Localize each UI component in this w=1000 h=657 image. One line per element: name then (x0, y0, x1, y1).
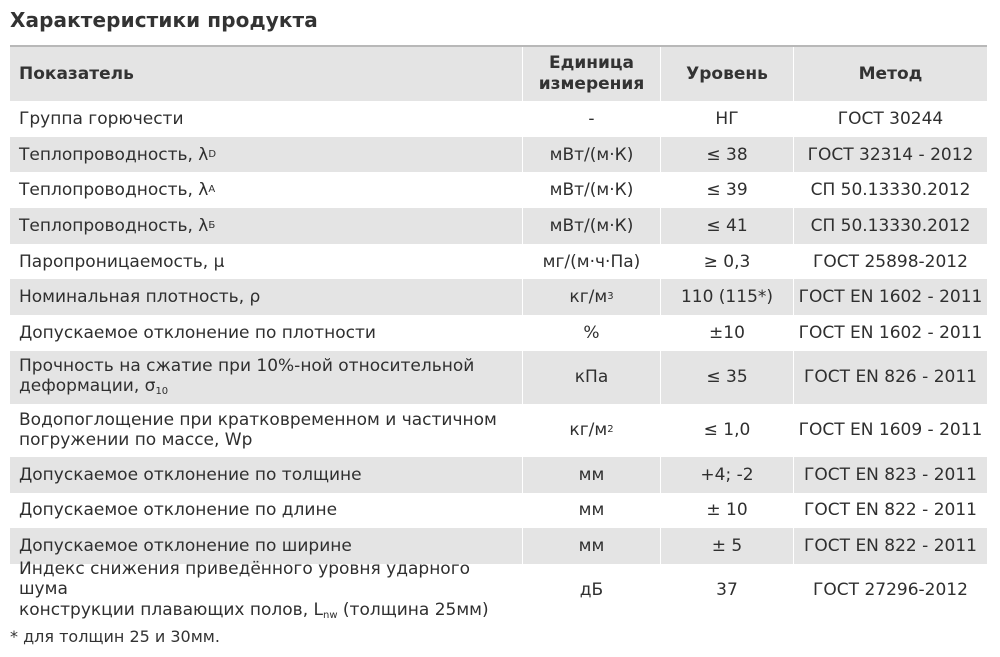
row-name (10, 172, 522, 208)
row-name (10, 404, 522, 457)
header-unit-line2: измерения (538, 74, 645, 94)
row-method: ГОСТ EN 1609 - 2011 (793, 404, 987, 457)
row-name-subscript: 10 (155, 386, 169, 398)
row-unit: мм (522, 457, 660, 493)
row-name-subscript: Б (208, 220, 216, 231)
row-name: Номинальная плотность, ρ (19, 287, 261, 308)
row-name-text: Теплопроводность, λ (19, 180, 209, 201)
footnote: * для толщин 25 и 30мм. (10, 627, 220, 646)
row-level: НГ (660, 101, 793, 137)
row-name: Допускаемое отклонение по ширине (19, 536, 352, 556)
row-method: ГОСТ EN 826 - 2011 (793, 351, 987, 404)
row-level: ≤ 38 (660, 137, 793, 173)
row-level: ≤ 41 (660, 208, 793, 244)
row-unit: мм (522, 528, 660, 564)
row-name-subscript: nw (322, 609, 338, 621)
characteristics-table (10, 45, 987, 621)
row-name-line1: Прочность на сжатие при 10%-ной относительной (19, 356, 475, 377)
row-method: ГОСТ EN 823 - 2011 (793, 457, 987, 493)
row-name-text: Теплопроводность, λ (19, 215, 209, 236)
row-level: ≤ 1,0 (660, 404, 793, 457)
table-row (10, 244, 987, 280)
table-row (10, 559, 987, 621)
row-name-subscript: А (208, 184, 216, 196)
row-method: ГОСТ 30244 (793, 101, 987, 137)
row-level: ≥ 0,3 (660, 244, 793, 280)
row-name: Допускаемое отклонение по длине (19, 500, 338, 521)
header-unit-line1: Единица (549, 52, 634, 73)
row-name-tail: (толщина 25мм) (337, 599, 489, 620)
table-row (10, 208, 987, 244)
row-level: ±10 (660, 315, 793, 351)
table-row (10, 404, 987, 457)
row-unit: кПа (522, 351, 660, 404)
row-name-line2 (19, 600, 522, 622)
header-level: Уровень (660, 47, 793, 101)
header-unit (522, 47, 660, 101)
row-unit: мг/(м·ч·Па) (522, 244, 660, 280)
row-name-subscript: D (208, 148, 217, 160)
table-row (10, 101, 987, 137)
row-name: Паропроницаемость, μ (19, 251, 225, 272)
row-level: ≤ 39 (660, 172, 793, 208)
row-method: ГОСТ 25898-2012 (793, 244, 987, 280)
row-method: ГОСТ 32314 - 2012 (793, 137, 987, 173)
row-unit: дБ (522, 564, 660, 617)
header-method: Метод (793, 47, 987, 101)
table-row (10, 315, 987, 351)
table-row (10, 457, 987, 493)
row-method: ГОСТ EN 822 - 2011 (793, 528, 987, 564)
row-name-line1: Водопоглощение при кратковременном и частичном (19, 410, 497, 431)
row-unit (522, 404, 660, 457)
row-unit-superscript: 2 (607, 424, 614, 436)
row-name-line2: погружении по массе, Wp (19, 430, 253, 451)
table-row (10, 172, 987, 208)
row-name-text: деформации, σ (19, 376, 156, 397)
row-method: ГОСТ EN 822 - 2011 (793, 493, 987, 529)
row-name-line1: Индекс снижения приведённого уровня ударного шума (19, 559, 471, 600)
row-method: СП 50.13330.2012 (793, 208, 987, 244)
row-name: Группа горючести (19, 108, 184, 129)
row-unit: мм (522, 493, 660, 529)
row-method: СП 50.13330.2012 (793, 172, 987, 208)
row-unit-text: кг/м (569, 420, 608, 441)
row-name-line2 (19, 376, 474, 398)
row-unit: мВт/(м·К) (522, 208, 660, 244)
row-name: Допускаемое отклонение по плотности (19, 322, 376, 343)
row-unit (522, 279, 660, 315)
row-name (10, 351, 522, 404)
page-title: Характеристики продукта (10, 8, 318, 32)
row-unit-text: кг/м (569, 287, 608, 308)
header-indicator: Показатель (19, 63, 134, 84)
table-header-row (10, 47, 987, 101)
row-name (10, 559, 522, 621)
table-row (10, 351, 987, 404)
row-method: ГОСТ EN 1602 - 2011 (793, 279, 987, 315)
table-row (10, 493, 987, 529)
table-row (10, 279, 987, 315)
row-unit: мВт/(м·К) (522, 137, 660, 173)
row-name: Допускаемое отклонение по толщине (19, 464, 362, 485)
row-level: ≤ 35 (660, 351, 793, 404)
row-level: ± 10 (660, 493, 793, 529)
row-method: ГОСТ 27296-2012 (793, 564, 987, 617)
row-method: ГОСТ EN 1602 - 2011 (793, 315, 987, 351)
row-level: ± 5 (660, 528, 793, 564)
row-level: 110 (115*) (660, 279, 793, 315)
table-row (10, 137, 987, 173)
row-level: +4; -2 (660, 457, 793, 493)
row-level: 37 (660, 564, 793, 617)
row-unit: мВт/(м·К) (522, 172, 660, 208)
row-name (10, 208, 522, 244)
row-name-text: Теплопроводность, λ (19, 144, 209, 165)
row-unit: - (522, 101, 660, 137)
row-unit-superscript: 3 (607, 291, 614, 303)
row-name-text: конструкции плавающих полов, L (19, 599, 323, 620)
row-name (10, 137, 522, 173)
row-unit: % (522, 315, 660, 351)
